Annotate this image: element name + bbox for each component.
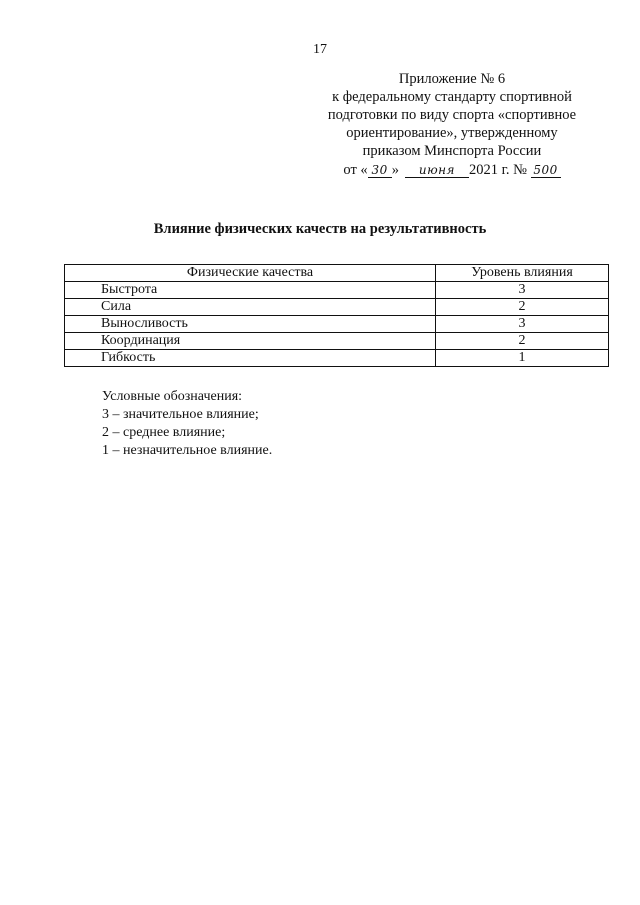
handwritten-day: 30 [371, 163, 388, 177]
order-date-line [300, 161, 604, 179]
legend-item: 3 – значительное влияние; [102, 407, 259, 422]
legend [102, 388, 272, 460]
order-prefix: от « [343, 162, 368, 178]
table-row [65, 350, 609, 367]
appendix-header [300, 70, 604, 179]
order-month-field [405, 163, 469, 178]
quality-cell: Быстрота [65, 282, 436, 299]
legend-item: 1 – незначительное влияние. [102, 443, 273, 458]
handwritten-number: 500 [533, 163, 558, 177]
table-row [65, 299, 609, 316]
quality-cell: Гибкость [65, 350, 436, 367]
level-cell: 2 [436, 299, 609, 316]
order-day-field [368, 163, 392, 178]
order-number-field [531, 163, 561, 178]
appendix-line: ориентирование», утвержденному [346, 125, 558, 141]
appendix-line: подготовки по виду спорта «спортивное [327, 107, 577, 123]
appendix-line: к федеральному стандарту спортивной [332, 89, 572, 105]
table-row [65, 316, 609, 333]
page-number: 17 [313, 42, 327, 57]
column-header-quality: Физические качества [65, 265, 436, 282]
appendix-line: приказом Минспорта России [362, 143, 542, 159]
column-header-level: Уровень влияния [436, 265, 609, 282]
table-row [65, 282, 609, 299]
level-cell: 2 [436, 333, 609, 350]
table-row [65, 333, 609, 350]
appendix-title: Приложение № 6 [398, 71, 506, 87]
quality-cell: Координация [65, 333, 436, 350]
qualities-table [64, 264, 609, 367]
legend-item: 2 – среднее влияние; [102, 425, 226, 440]
level-cell: 3 [436, 316, 609, 333]
handwritten-month: июня [418, 163, 456, 177]
level-cell: 1 [436, 350, 609, 367]
level-cell: 3 [436, 282, 609, 299]
document-title: Влияние физических качеств на результативность [153, 221, 487, 237]
table-header-row [65, 265, 609, 282]
legend-title: Условные обозначения: [102, 389, 243, 404]
quality-cell: Сила [65, 299, 436, 316]
order-year-text: 2021 г. № [468, 162, 527, 178]
order-day-close: » [391, 162, 399, 178]
quality-cell: Выносливость [65, 316, 436, 333]
